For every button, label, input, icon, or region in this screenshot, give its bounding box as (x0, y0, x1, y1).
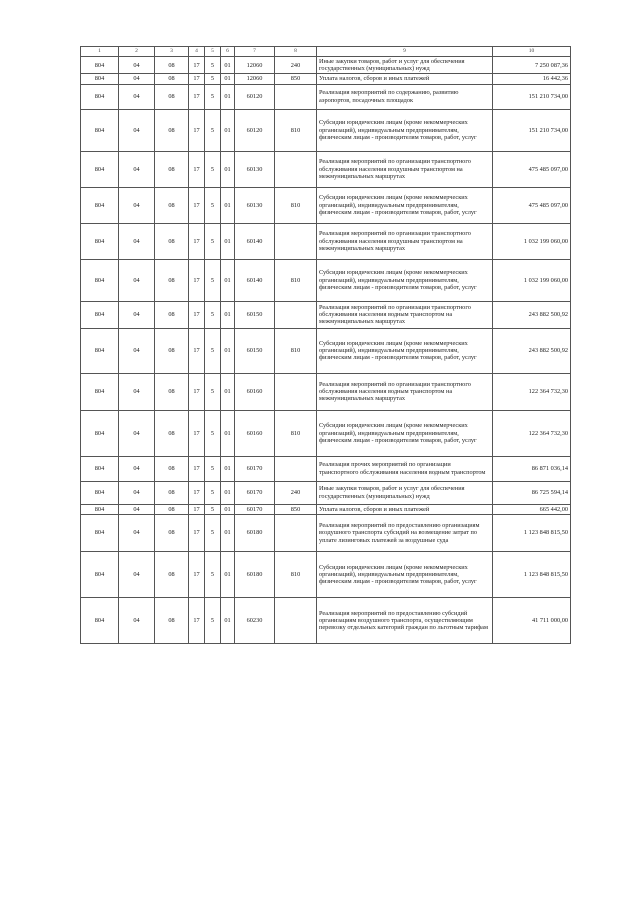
table-row (81, 74, 571, 84)
table-row (81, 109, 571, 151)
ministry-code-cell: 804 (81, 109, 119, 151)
amount-cell: 1 032 199 060,00 (493, 223, 571, 259)
target-article-code-cell: 60230 (235, 597, 275, 643)
subsection-code-cell: 08 (155, 301, 189, 328)
amount-cell: 86 871 036,14 (493, 456, 571, 481)
subprogram-code-cell: 5 (205, 301, 221, 328)
budget-table (80, 46, 571, 644)
target-article-code-cell: 60170 (235, 456, 275, 481)
section-code-cell: 04 (119, 328, 155, 373)
section-code-cell: 04 (119, 504, 155, 514)
subprogram-code-cell: 5 (205, 504, 221, 514)
description-cell: Субсидии юридическим лицам (кроме некоммерческих организаций), индивидуальным предпринимателям, физическим лицам - производителям товаров, работ, услуг (317, 551, 493, 597)
description-cell: Реализация мероприятий по предоставлению организациям воздушного транспорта субсидий на возмещение затрат по уплате лизинговых платежей за воздушные суда (317, 514, 493, 551)
table-row (81, 187, 571, 223)
ministry-code-cell: 804 (81, 328, 119, 373)
subsection-code-cell: 08 (155, 597, 189, 643)
event-code-cell: 01 (221, 74, 235, 84)
program-code-cell: 17 (189, 187, 205, 223)
target-article-code-cell: 60180 (235, 551, 275, 597)
ministry-code-cell: 804 (81, 223, 119, 259)
target-article-code-cell: 60170 (235, 504, 275, 514)
amount-cell: 475 485 097,00 (493, 151, 571, 187)
expense-type-code-cell: 810 (275, 109, 317, 151)
section-code-cell: 04 (119, 84, 155, 109)
amount-cell: 7 250 087,36 (493, 57, 571, 74)
program-code-cell: 17 (189, 551, 205, 597)
event-code-cell: 01 (221, 597, 235, 643)
amount-cell: 16 442,36 (493, 74, 571, 84)
description-cell: Реализация мероприятий по содержанию, развитию аэропортов, посадочных площадок (317, 84, 493, 109)
amount-cell: 41 711 000,00 (493, 597, 571, 643)
column-number: 3 (155, 47, 189, 57)
ministry-code-cell: 804 (81, 57, 119, 74)
program-code-cell: 17 (189, 504, 205, 514)
target-article-code-cell: 12060 (235, 57, 275, 74)
column-number: 1 (81, 47, 119, 57)
expense-type-code-cell (275, 84, 317, 109)
program-code-cell: 17 (189, 373, 205, 410)
amount-cell: 475 485 097,00 (493, 187, 571, 223)
target-article-code-cell: 60160 (235, 410, 275, 456)
expense-type-code-cell: 810 (275, 410, 317, 456)
subprogram-code-cell: 5 (205, 109, 221, 151)
expense-type-code-cell (275, 223, 317, 259)
description-cell: Уплата налогов, сборов и иных платежей (317, 504, 493, 514)
subsection-code-cell: 08 (155, 373, 189, 410)
amount-cell: 665 442,00 (493, 504, 571, 514)
expense-type-code-cell: 240 (275, 481, 317, 504)
subprogram-code-cell: 5 (205, 373, 221, 410)
description-cell: Реализация мероприятий по организации транспортного обслуживания населения водным транспортом на межмуниципальных маршрутах (317, 301, 493, 328)
subsection-code-cell: 08 (155, 223, 189, 259)
program-code-cell: 17 (189, 84, 205, 109)
description-cell: Субсидии юридическим лицам (кроме некоммерческих организаций), индивидуальным предпринимателям, физическим лицам - производителям товаров, работ, услуг (317, 109, 493, 151)
subsection-code-cell: 08 (155, 84, 189, 109)
program-code-cell: 17 (189, 57, 205, 74)
section-code-cell: 04 (119, 109, 155, 151)
program-code-cell: 17 (189, 151, 205, 187)
description-cell: Иные закупки товаров, работ и услуг для обеспечения государственных (муниципальных) нужд (317, 481, 493, 504)
section-code-cell: 04 (119, 223, 155, 259)
ministry-code-cell: 804 (81, 301, 119, 328)
column-number: 6 (221, 47, 235, 57)
table-row (81, 259, 571, 301)
expense-type-code-cell: 810 (275, 187, 317, 223)
subprogram-code-cell: 5 (205, 481, 221, 504)
subprogram-code-cell: 5 (205, 597, 221, 643)
subsection-code-cell: 08 (155, 328, 189, 373)
subprogram-code-cell: 5 (205, 223, 221, 259)
table-row (81, 551, 571, 597)
event-code-cell: 01 (221, 259, 235, 301)
subprogram-code-cell: 5 (205, 151, 221, 187)
event-code-cell: 01 (221, 373, 235, 410)
column-number: 8 (275, 47, 317, 57)
target-article-code-cell: 60130 (235, 151, 275, 187)
target-article-code-cell: 60150 (235, 328, 275, 373)
table-row (81, 328, 571, 373)
ministry-code-cell: 804 (81, 597, 119, 643)
subsection-code-cell: 08 (155, 259, 189, 301)
amount-cell: 1 123 848 815,50 (493, 551, 571, 597)
description-cell: Реализация мероприятий по организации транспортного обслуживания населения воздушным транспортом на межмуниципальных маршрутах (317, 223, 493, 259)
column-number: 9 (317, 47, 493, 57)
subsection-code-cell: 08 (155, 151, 189, 187)
section-code-cell: 04 (119, 514, 155, 551)
amount-cell: 122 364 732,30 (493, 410, 571, 456)
description-cell: Субсидии юридическим лицам (кроме некоммерческих организаций), индивидуальным предпринимателям, физическим лицам - производителям товаров, работ, услуг (317, 259, 493, 301)
description-cell: Субсидии юридическим лицам (кроме некоммерческих организаций), индивидуальным предпринимателям, физическим лицам - производителям товаров, работ, услуг (317, 328, 493, 373)
program-code-cell: 17 (189, 410, 205, 456)
description-cell: Реализация прочих мероприятий по организации транспортного обслуживания населения водным транспортом (317, 456, 493, 481)
section-code-cell: 04 (119, 410, 155, 456)
expense-type-code-cell: 850 (275, 504, 317, 514)
ministry-code-cell: 804 (81, 481, 119, 504)
column-number: 5 (205, 47, 221, 57)
amount-cell: 122 364 732,30 (493, 373, 571, 410)
table-row (81, 514, 571, 551)
target-article-code-cell: 60120 (235, 109, 275, 151)
table-row (81, 223, 571, 259)
event-code-cell: 01 (221, 410, 235, 456)
target-article-code-cell: 60140 (235, 259, 275, 301)
target-article-code-cell: 60150 (235, 301, 275, 328)
subsection-code-cell: 08 (155, 57, 189, 74)
column-number: 2 (119, 47, 155, 57)
expense-type-code-cell (275, 456, 317, 481)
amount-cell: 1 123 848 815,50 (493, 514, 571, 551)
section-code-cell: 04 (119, 187, 155, 223)
amount-cell: 151 210 734,00 (493, 84, 571, 109)
table-row (81, 410, 571, 456)
target-article-code-cell: 60130 (235, 187, 275, 223)
program-code-cell: 17 (189, 301, 205, 328)
table-row (81, 151, 571, 187)
section-code-cell: 04 (119, 259, 155, 301)
amount-cell: 151 210 734,00 (493, 109, 571, 151)
section-code-cell: 04 (119, 74, 155, 84)
subsection-code-cell: 08 (155, 74, 189, 84)
table-row (81, 301, 571, 328)
event-code-cell: 01 (221, 456, 235, 481)
ministry-code-cell: 804 (81, 551, 119, 597)
subprogram-code-cell: 5 (205, 410, 221, 456)
ministry-code-cell: 804 (81, 373, 119, 410)
ministry-code-cell: 804 (81, 74, 119, 84)
subsection-code-cell: 08 (155, 514, 189, 551)
ministry-code-cell: 804 (81, 504, 119, 514)
section-code-cell: 04 (119, 373, 155, 410)
subsection-code-cell: 08 (155, 481, 189, 504)
event-code-cell: 01 (221, 84, 235, 109)
ministry-code-cell: 804 (81, 410, 119, 456)
event-code-cell: 01 (221, 57, 235, 74)
expense-type-code-cell: 810 (275, 328, 317, 373)
amount-cell: 243 882 500,92 (493, 301, 571, 328)
description-cell: Иные закупки товаров, работ и услуг для обеспечения государственных (муниципальных) нужд (317, 57, 493, 74)
program-code-cell: 17 (189, 109, 205, 151)
event-code-cell: 01 (221, 109, 235, 151)
description-cell: Реализация мероприятий по организации транспортного обслуживания населения воздушным транспортом на межмуниципальных маршрутах (317, 151, 493, 187)
table-row (81, 597, 571, 643)
subprogram-code-cell: 5 (205, 328, 221, 373)
ministry-code-cell: 804 (81, 84, 119, 109)
expense-type-code-cell: 810 (275, 551, 317, 597)
expense-type-code-cell (275, 373, 317, 410)
subsection-code-cell: 08 (155, 410, 189, 456)
event-code-cell: 01 (221, 551, 235, 597)
program-code-cell: 17 (189, 456, 205, 481)
amount-cell: 86 725 594,14 (493, 481, 571, 504)
table-row (81, 57, 571, 74)
section-code-cell: 04 (119, 456, 155, 481)
section-code-cell: 04 (119, 551, 155, 597)
amount-cell: 1 032 199 060,00 (493, 259, 571, 301)
subprogram-code-cell: 5 (205, 57, 221, 74)
event-code-cell: 01 (221, 151, 235, 187)
table-row (81, 481, 571, 504)
section-code-cell: 04 (119, 597, 155, 643)
ministry-code-cell: 804 (81, 514, 119, 551)
subprogram-code-cell: 5 (205, 259, 221, 301)
expense-type-code-cell (275, 514, 317, 551)
program-code-cell: 17 (189, 74, 205, 84)
subsection-code-cell: 08 (155, 504, 189, 514)
budget-table-body (81, 47, 571, 644)
subprogram-code-cell: 5 (205, 456, 221, 481)
expense-type-code-cell (275, 301, 317, 328)
subsection-code-cell: 08 (155, 456, 189, 481)
section-code-cell: 04 (119, 151, 155, 187)
program-code-cell: 17 (189, 223, 205, 259)
ministry-code-cell: 804 (81, 187, 119, 223)
expense-type-code-cell: 240 (275, 57, 317, 74)
table-row (81, 504, 571, 514)
event-code-cell: 01 (221, 514, 235, 551)
column-number: 4 (189, 47, 205, 57)
expense-type-code-cell (275, 151, 317, 187)
column-number-row (81, 47, 571, 57)
column-number: 7 (235, 47, 275, 57)
description-cell: Реализация мероприятий по организации транспортного обслуживания населения водным транспортом на межмуниципальных маршрутах (317, 373, 493, 410)
expense-type-code-cell: 850 (275, 74, 317, 84)
program-code-cell: 17 (189, 597, 205, 643)
target-article-code-cell: 60180 (235, 514, 275, 551)
expense-type-code-cell: 810 (275, 259, 317, 301)
program-code-cell: 17 (189, 481, 205, 504)
description-cell: Реализация мероприятий по предоставлению субсидий организациям воздушного транспорта, осуществляющим перевозку отдельных категорий граждан по льготным тарифам (317, 597, 493, 643)
description-cell: Субсидии юридическим лицам (кроме некоммерческих организаций), индивидуальным предпринимателям, физическим лицам - производителям товаров, работ, услуг (317, 410, 493, 456)
expense-type-code-cell (275, 597, 317, 643)
section-code-cell: 04 (119, 301, 155, 328)
event-code-cell: 01 (221, 223, 235, 259)
subprogram-code-cell: 5 (205, 514, 221, 551)
subsection-code-cell: 08 (155, 187, 189, 223)
section-code-cell: 04 (119, 57, 155, 74)
event-code-cell: 01 (221, 301, 235, 328)
ministry-code-cell: 804 (81, 456, 119, 481)
table-row (81, 373, 571, 410)
program-code-cell: 17 (189, 328, 205, 373)
subprogram-code-cell: 5 (205, 187, 221, 223)
target-article-code-cell: 60160 (235, 373, 275, 410)
subprogram-code-cell: 5 (205, 551, 221, 597)
target-article-code-cell: 60170 (235, 481, 275, 504)
ministry-code-cell: 804 (81, 151, 119, 187)
event-code-cell: 01 (221, 481, 235, 504)
target-article-code-cell: 60120 (235, 84, 275, 109)
table-row (81, 456, 571, 481)
table-row (81, 84, 571, 109)
ministry-code-cell: 804 (81, 259, 119, 301)
subprogram-code-cell: 5 (205, 84, 221, 109)
target-article-code-cell: 60140 (235, 223, 275, 259)
amount-cell: 243 882 500,92 (493, 328, 571, 373)
event-code-cell: 01 (221, 187, 235, 223)
subprogram-code-cell: 5 (205, 74, 221, 84)
event-code-cell: 01 (221, 504, 235, 514)
program-code-cell: 17 (189, 259, 205, 301)
program-code-cell: 17 (189, 514, 205, 551)
subsection-code-cell: 08 (155, 109, 189, 151)
target-article-code-cell: 12060 (235, 74, 275, 84)
event-code-cell: 01 (221, 328, 235, 373)
column-number: 10 (493, 47, 571, 57)
subsection-code-cell: 08 (155, 551, 189, 597)
description-cell: Уплата налогов, сборов и иных платежей (317, 74, 493, 84)
description-cell: Субсидии юридическим лицам (кроме некоммерческих организаций), индивидуальным предпринимателям, физическим лицам - производителям товаров, работ, услуг (317, 187, 493, 223)
section-code-cell: 04 (119, 481, 155, 504)
